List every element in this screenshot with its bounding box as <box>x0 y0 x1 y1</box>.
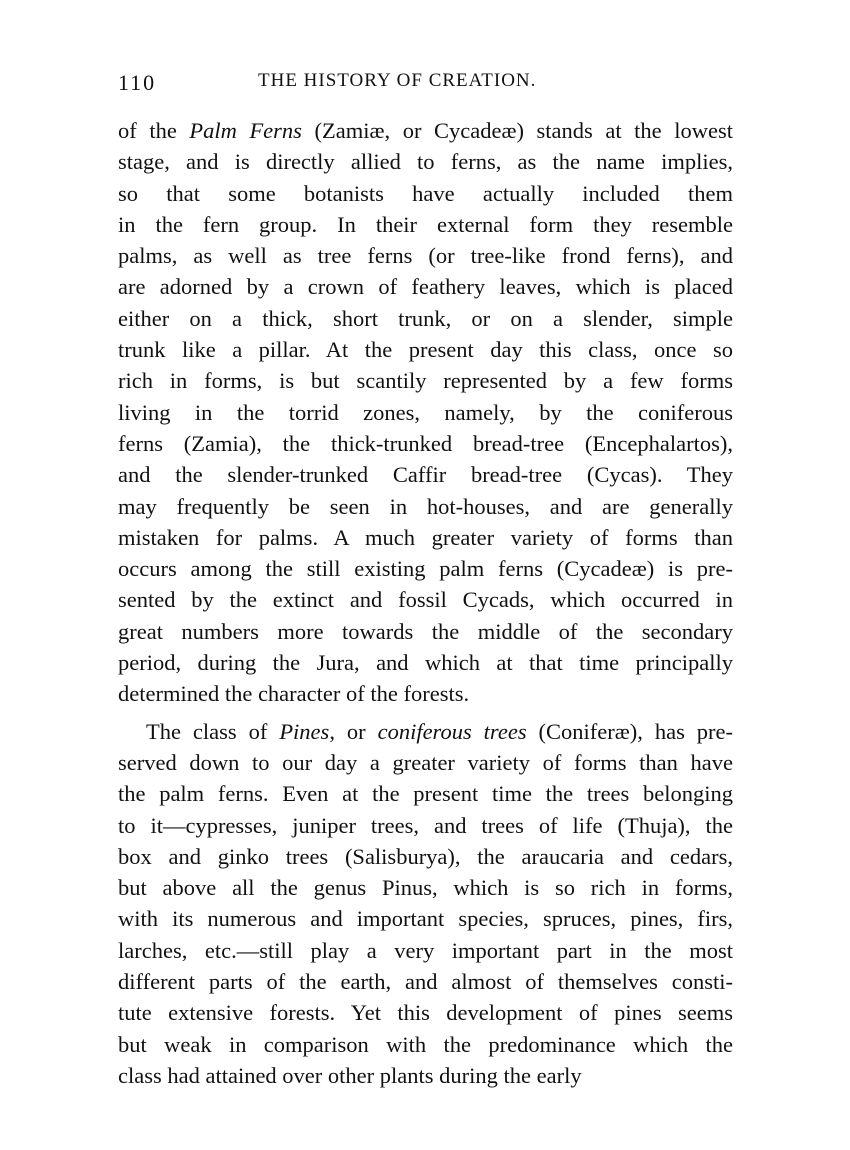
text-line <box>118 903 733 934</box>
text-run: served down to our day a greater variety of forms than have <box>118 749 733 775</box>
text-line <box>118 935 733 966</box>
text-run: with its numerous and important species, spruces, pines, firs, <box>118 906 733 932</box>
text-line <box>118 397 733 428</box>
body-text <box>118 115 733 1091</box>
text-line <box>118 747 733 778</box>
page-header <box>118 70 738 104</box>
text-run: period, during the Jura, and which at that time principally <box>118 650 733 676</box>
text-line <box>118 584 733 615</box>
text-run: sented by the extinct and fossil Cycads, which occurred in <box>118 587 733 613</box>
text-line <box>118 678 733 709</box>
text-run: tute extensive forests. Yet this development of pines seems <box>118 1000 733 1026</box>
text-run: may frequently be seen in hot-houses, and are generally <box>118 493 733 519</box>
text-line <box>118 647 733 678</box>
text-line <box>118 966 733 997</box>
text-run: but weak in comparison with the predominance which the <box>118 1031 733 1057</box>
text-run: The class of <box>146 718 280 744</box>
text-line <box>118 115 733 146</box>
text-line <box>118 334 733 365</box>
text-run: trunk like a pillar. At the present day this class, once so <box>118 337 733 363</box>
text-run: ferns (Zamia), the thick-trunked bread-tree (Encephalartos), <box>118 430 733 456</box>
text-line <box>118 491 733 522</box>
text-run: palms, as well as tree ferns (or tree-like frond ferns), and <box>118 243 733 269</box>
italic-text: Palm Ferns <box>189 118 302 143</box>
text-run: either on a thick, short trunk, or on a slender, simple <box>118 305 733 331</box>
text-line <box>118 178 733 209</box>
text-run: of the <box>118 118 190 143</box>
text-line <box>118 146 733 177</box>
text-run: mistaken for palms. A much greater variety of forms than <box>118 524 733 550</box>
text-line <box>118 459 733 490</box>
text-run: (Coniferæ), has pre- <box>526 718 733 744</box>
text-run: the palm ferns. Even at the present time the trees belonging <box>118 781 733 807</box>
text-line <box>118 841 733 872</box>
text-run: box and ginko trees (Salisburya), the araucaria and cedars, <box>118 843 733 869</box>
text-run: great numbers more towards the middle of the secondary <box>118 618 733 644</box>
text-line <box>118 810 733 841</box>
text-run: but above all the genus Pinus, which is so rich in forms, <box>118 875 733 901</box>
text-run: (Zamiæ, or Cycadeæ) stands at the lowest <box>301 118 733 143</box>
text-line <box>118 553 733 584</box>
running-head: THE HISTORY OF CREATION. <box>258 70 537 91</box>
text-line <box>118 1060 733 1091</box>
text-run: to it—cypresses, juniper trees, and trees of life (Thuja), the <box>118 812 733 838</box>
paragraph <box>118 716 733 1092</box>
text-run: and the slender-trunked Caffir bread-tree (Cycas). They <box>118 462 733 488</box>
text-line <box>118 997 733 1028</box>
text-line <box>118 240 733 271</box>
text-run: larches, etc.—still play a very important part in the most <box>118 937 733 963</box>
text-run: , or <box>329 718 378 744</box>
text-line <box>118 522 733 553</box>
text-line <box>118 616 733 647</box>
text-run: are adorned by a crown of feathery leaves, which is placed <box>118 274 733 300</box>
text-run: different parts of the earth, and almost of themselves consti- <box>118 969 733 995</box>
italic-text: Pines <box>279 718 330 744</box>
text-line <box>118 716 733 747</box>
text-run: class had attained over other plants during the early <box>118 1062 582 1088</box>
text-run: in the fern group. In their external form they resemble <box>118 211 733 237</box>
paragraph <box>118 115 733 710</box>
text-run: living in the torrid zones, namely, by the coniferous <box>118 399 733 425</box>
text-line <box>118 1029 733 1060</box>
text-run: determined the character of the forests. <box>118 681 470 707</box>
text-line <box>118 209 733 240</box>
text-line <box>118 428 733 459</box>
text-run: so that some botanists have actually included them <box>118 180 733 206</box>
italic-text: coniferous trees <box>377 718 527 744</box>
text-line <box>118 778 733 809</box>
page-number: 110 <box>118 70 157 95</box>
text-line <box>118 271 733 302</box>
text-line <box>118 303 733 334</box>
text-run: rich in forms, is but scantily represented by a few forms <box>118 368 733 394</box>
text-run: occurs among the still existing palm ferns (Cycadeæ) is pre- <box>118 556 733 582</box>
text-run: stage, and is directly allied to ferns, as the name implies, <box>118 149 733 175</box>
text-line <box>118 872 733 903</box>
text-line <box>118 365 733 396</box>
